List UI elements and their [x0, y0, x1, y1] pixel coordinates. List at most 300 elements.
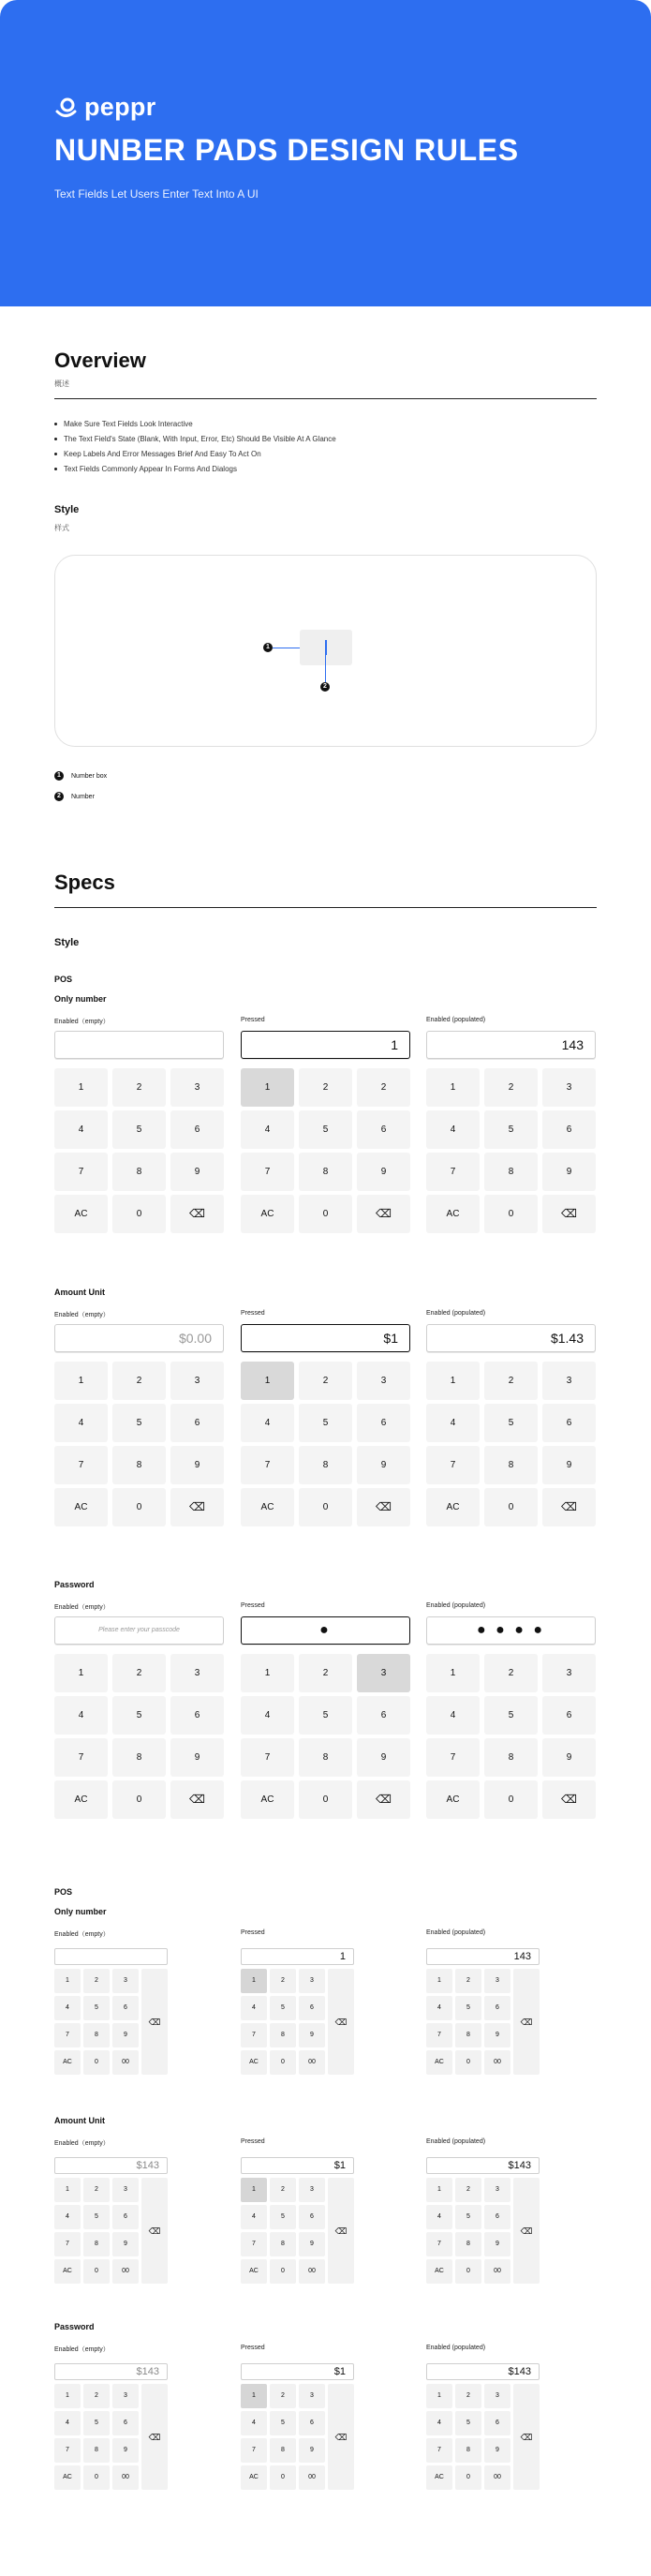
backspace-key[interactable] [328, 1969, 354, 2075]
keypad-key[interactable]: 2 [83, 2178, 110, 2202]
keypad-key[interactable]: AC [241, 2465, 267, 2490]
number-pad [426, 1068, 596, 1233]
peppr-logo-icon [54, 96, 79, 120]
keypad-key[interactable]: 8 [83, 2438, 110, 2463]
keypad-key[interactable]: 6 [484, 2411, 510, 2435]
keypad-key[interactable]: 3 [112, 1969, 139, 1993]
keypad-key[interactable]: 3 [357, 1654, 410, 1692]
number-input-field[interactable]: $143 [54, 2363, 168, 2380]
keypad-key[interactable]: 9 [484, 2232, 510, 2256]
keypad-key[interactable]: 2 [112, 1654, 166, 1692]
keypad-key[interactable]: 2 [455, 1969, 481, 1993]
keypad-key[interactable]: AC [54, 1488, 108, 1526]
number-input-field[interactable]: $143 [426, 2157, 540, 2174]
keypad-key[interactable]: 9 [112, 2232, 139, 2256]
keypad-key[interactable]: 4 [241, 2205, 267, 2229]
keypad-key[interactable]: 7 [54, 2023, 81, 2047]
keypad-key[interactable]: 0 [83, 2465, 110, 2490]
keypad-key[interactable]: 6 [542, 1696, 596, 1735]
number-input-field[interactable]: $0.00 [54, 1324, 224, 1352]
keypad-key[interactable]: 9 [484, 2023, 510, 2047]
keypad-key[interactable]: 1 [426, 1068, 480, 1107]
keypad-key[interactable]: 8 [83, 2023, 110, 2047]
backspace-key[interactable] [542, 1195, 596, 1233]
keypad-key[interactable]: 1 [241, 1654, 294, 1692]
keypad-key[interactable]: 2 [484, 1654, 538, 1692]
keypad-key[interactable]: 0 [270, 2050, 296, 2075]
backspace-key[interactable] [170, 1780, 224, 1819]
state-label: Pressed [241, 1602, 265, 1609]
state-label: Pressed [241, 2138, 265, 2145]
keypad-key[interactable]: AC [426, 2465, 452, 2490]
number-pad [54, 1068, 224, 1233]
keypad-key[interactable]: 7 [54, 1153, 108, 1191]
keypad-key[interactable]: 5 [83, 2205, 110, 2229]
keypad-key[interactable]: 1 [54, 1068, 108, 1107]
keypad-key[interactable]: 6 [542, 1110, 596, 1149]
backspace-key[interactable] [513, 1969, 540, 2075]
keypad-key[interactable]: 4 [426, 2411, 452, 2435]
backspace-key[interactable] [357, 1195, 410, 1233]
keypad-key[interactable]: 2 [484, 1068, 538, 1107]
group-label: POS [54, 1887, 73, 1897]
keypad-key[interactable]: 2 [455, 2178, 481, 2202]
number-input-field[interactable]: 143 [426, 1948, 540, 1965]
keypad-key[interactable]: 2 [83, 1969, 110, 1993]
keypad-key[interactable]: 0 [83, 2050, 110, 2075]
backspace-key[interactable] [513, 2384, 540, 2490]
keypad-key[interactable]: AC [54, 2465, 81, 2490]
legend-item [54, 771, 107, 781]
number-input-field[interactable] [54, 1948, 168, 1965]
keypad-key[interactable]: 6 [170, 1404, 224, 1442]
keypad-key[interactable]: 1 [241, 2384, 267, 2408]
keypad-key[interactable]: 0 [299, 1780, 352, 1819]
keypad-key[interactable]: 8 [270, 2438, 296, 2463]
keypad-key[interactable]: 9 [484, 2438, 510, 2463]
keypad-key[interactable]: 1 [241, 2178, 267, 2202]
keypad-key[interactable]: 0 [455, 2050, 481, 2075]
keypad-key[interactable]: 1 [54, 1654, 108, 1692]
keypad-key[interactable]: 4 [241, 1110, 294, 1149]
keypad-key[interactable]: 00 [112, 2050, 139, 2075]
keypad-key[interactable]: 3 [542, 1654, 596, 1692]
keypad-key[interactable]: 0 [484, 1780, 538, 1819]
keypad-key[interactable]: 5 [270, 1996, 296, 2020]
keypad-key[interactable]: 2 [112, 1068, 166, 1107]
keypad-key[interactable]: 6 [170, 1696, 224, 1735]
legend-item [54, 792, 95, 801]
keypad-key[interactable]: 5 [299, 1404, 352, 1442]
keypad-key[interactable]: 5 [270, 2411, 296, 2435]
number-pad [426, 2384, 540, 2490]
keypad-key[interactable]: 4 [241, 1696, 294, 1735]
keypad-key[interactable]: AC [241, 1195, 294, 1233]
keypad-key[interactable]: 2 [299, 1362, 352, 1400]
state-label: Enabled (populated) [426, 2345, 486, 2351]
keypad-key[interactable]: 0 [484, 1195, 538, 1233]
keypad-key[interactable]: 9 [112, 2438, 139, 2463]
keypad-key[interactable]: AC [54, 1780, 108, 1819]
keypad-key[interactable]: 9 [170, 1738, 224, 1777]
keypad-key[interactable]: 5 [484, 1110, 538, 1149]
number-pad [426, 1362, 596, 1526]
keypad-key[interactable]: AC [54, 1195, 108, 1233]
keypad-key[interactable]: 7 [426, 2438, 452, 2463]
keypad-key[interactable]: 7 [241, 2232, 267, 2256]
keypad-key[interactable]: 6 [112, 2205, 139, 2229]
keypad-key[interactable]: 4 [54, 1996, 81, 2020]
keypad-key[interactable]: 1 [241, 1362, 294, 1400]
keypad-key[interactable]: AC [241, 1780, 294, 1819]
keypad-key[interactable]: 9 [299, 2232, 325, 2256]
backspace-key[interactable] [170, 1488, 224, 1526]
brand-name: peppr [84, 93, 156, 121]
backspace-key[interactable] [328, 2178, 354, 2284]
state-label: Enabled (populated) [426, 1929, 486, 1936]
keypad-key[interactable]: 2 [455, 2384, 481, 2408]
number-input-field[interactable]: Please enter your passcode [54, 1616, 224, 1645]
backspace-key[interactable] [513, 2178, 540, 2284]
number-input-field[interactable]: 143 [426, 1031, 596, 1059]
keypad-key[interactable]: 3 [542, 1068, 596, 1107]
number-pad [54, 1969, 168, 2075]
keypad-key[interactable]: 0 [484, 1488, 538, 1526]
number-pad [54, 1654, 224, 1819]
hero-banner [0, 0, 651, 306]
number-input-field[interactable]: $143 [54, 2157, 168, 2174]
keypad-key[interactable]: AC [241, 2259, 267, 2284]
keypad-key[interactable]: 7 [426, 2232, 452, 2256]
keypad-key[interactable]: 1 [241, 1068, 294, 1107]
number-pad [54, 1362, 224, 1526]
divider [54, 398, 597, 399]
keypad-key[interactable]: 2 [270, 1969, 296, 1993]
number-input-field[interactable]: $1 [241, 2157, 354, 2174]
keypad-key[interactable]: 0 [299, 1488, 352, 1526]
keypad-key[interactable]: 8 [270, 2232, 296, 2256]
number-pad [241, 2178, 354, 2284]
keypad-key[interactable]: 7 [426, 2023, 452, 2047]
keypad-key[interactable]: 4 [241, 2411, 267, 2435]
keypad-key[interactable]: 0 [455, 2259, 481, 2284]
keypad-key[interactable]: 3 [299, 1969, 325, 1993]
keypad-key[interactable]: 7 [54, 1446, 108, 1484]
number-pad [241, 1068, 410, 1233]
keypad-key[interactable]: 5 [270, 2205, 296, 2229]
number-input-field[interactable]: ● ● ● ● [426, 1616, 596, 1645]
keypad-key[interactable]: 1 [426, 2384, 452, 2408]
keypad-key[interactable]: 2 [299, 1068, 352, 1107]
keypad-key[interactable]: 5 [455, 2205, 481, 2229]
marker-2: 2 [320, 682, 330, 692]
keypad-key[interactable]: 6 [112, 1996, 139, 2020]
keypad-key[interactable]: AC [426, 1488, 480, 1526]
keypad-key[interactable]: 3 [170, 1362, 224, 1400]
keypad-key[interactable]: 3 [112, 2178, 139, 2202]
keypad-key[interactable]: 00 [484, 2259, 510, 2284]
keypad-key[interactable]: 2 [83, 2384, 110, 2408]
keypad-key[interactable]: 7 [241, 1738, 294, 1777]
keypad-key[interactable]: 0 [455, 2465, 481, 2490]
keypad-key[interactable]: 5 [83, 1996, 110, 2020]
keypad-key[interactable]: 8 [484, 1446, 538, 1484]
group-label: Amount Unit [54, 1288, 105, 1297]
state-label: Pressed [241, 1310, 265, 1317]
keypad-key[interactable]: 9 [357, 1738, 410, 1777]
keypad-key[interactable]: 6 [112, 2411, 139, 2435]
keypad-key[interactable]: 0 [299, 1195, 352, 1233]
group-label: Password [54, 2322, 95, 2331]
keypad-key[interactable]: 00 [484, 2465, 510, 2490]
keypad-key[interactable]: 2 [357, 1068, 410, 1107]
state-label: Enabled (populated) [426, 1017, 486, 1023]
keypad-key[interactable]: 6 [484, 1996, 510, 2020]
backspace-key[interactable] [141, 2384, 168, 2490]
keypad-key[interactable]: 8 [112, 1738, 166, 1777]
keypad-key[interactable]: 1 [54, 1362, 108, 1400]
group-sublabel: Only number [54, 994, 107, 1004]
keypad-key[interactable]: 2 [299, 1654, 352, 1692]
keypad-key[interactable]: 7 [54, 2438, 81, 2463]
keypad-key[interactable]: 6 [357, 1696, 410, 1735]
keypad-key[interactable]: 4 [54, 2205, 81, 2229]
state-label: Pressed [241, 2345, 265, 2351]
keypad-key[interactable]: 7 [426, 1153, 480, 1191]
backspace-key[interactable] [357, 1488, 410, 1526]
backspace-key[interactable] [170, 1195, 224, 1233]
keypad-key[interactable]: 00 [112, 2465, 139, 2490]
number-input-field[interactable]: 1 [241, 1948, 354, 1965]
keypad-key[interactable]: 0 [270, 2259, 296, 2284]
keypad-key[interactable]: 8 [83, 2232, 110, 2256]
leader-line [325, 655, 326, 682]
keypad-key[interactable]: 4 [426, 1996, 452, 2020]
keypad-key[interactable]: 5 [112, 1696, 166, 1735]
keypad-key[interactable]: 2 [270, 2178, 296, 2202]
keypad-key[interactable]: 1 [426, 1362, 480, 1400]
keypad-key[interactable]: 8 [299, 1738, 352, 1777]
keypad-key[interactable]: 00 [112, 2259, 139, 2284]
keypad-key[interactable]: 4 [426, 1404, 480, 1442]
keypad-key[interactable]: 4 [54, 1696, 108, 1735]
state-label: Enabled（empty） [54, 1019, 110, 1025]
keypad-key[interactable]: 7 [241, 2438, 267, 2463]
keypad-key[interactable]: 3 [357, 1362, 410, 1400]
keypad-key[interactable]: AC [241, 1488, 294, 1526]
keypad-key[interactable]: 4 [426, 1110, 480, 1149]
keypad-key[interactable]: 1 [426, 1654, 480, 1692]
keypad-key[interactable]: AC [426, 2259, 452, 2284]
backspace-key[interactable] [328, 2384, 354, 2490]
keypad-key[interactable]: 8 [484, 1153, 538, 1191]
keypad-key[interactable]: 0 [112, 1780, 166, 1819]
state-label: Enabled（empty） [54, 2140, 110, 2147]
keypad-key[interactable]: 6 [299, 1996, 325, 2020]
keypad-key[interactable]: 1 [54, 1969, 81, 1993]
number-pad [241, 1969, 354, 2075]
keypad-key[interactable]: 8 [299, 1446, 352, 1484]
number-input-field[interactable]: $1.43 [426, 1324, 596, 1352]
state-label: Enabled（empty） [54, 1604, 110, 1611]
group-label: Amount Unit [54, 2116, 105, 2125]
backspace-key[interactable] [542, 1780, 596, 1819]
state-label: Enabled（empty） [54, 1931, 110, 1938]
keypad-key[interactable]: 4 [241, 1996, 267, 2020]
keypad-key[interactable]: 5 [112, 1404, 166, 1442]
number-input-field[interactable]: $1 [241, 1324, 410, 1352]
number-input-field[interactable]: 1 [241, 1031, 410, 1059]
keypad-key[interactable]: 3 [299, 2384, 325, 2408]
keypad-key[interactable]: 7 [241, 1153, 294, 1191]
keypad-key[interactable]: 5 [484, 1696, 538, 1735]
keypad-key[interactable]: 7 [241, 2023, 267, 2047]
overview-title: Overview [54, 349, 146, 372]
backspace-key[interactable] [542, 1488, 596, 1526]
keypad-key[interactable]: AC [426, 2050, 452, 2075]
keypad-key[interactable]: 6 [484, 2205, 510, 2229]
keypad-key[interactable]: 7 [54, 2232, 81, 2256]
keypad-key[interactable]: 8 [455, 2232, 481, 2256]
keypad-key[interactable]: 3 [112, 2384, 139, 2408]
group-sublabel: Only number [54, 1907, 107, 1916]
keypad-key[interactable]: 4 [54, 1110, 108, 1149]
keypad-key[interactable]: 00 [299, 2259, 325, 2284]
keypad-key[interactable]: 1 [241, 1969, 267, 1993]
keypad-key[interactable]: 8 [112, 1446, 166, 1484]
keypad-key[interactable]: 5 [455, 1996, 481, 2020]
number-pad [54, 2178, 168, 2284]
page-title: NUNBER PADS DESIGN RULES [54, 133, 519, 167]
number-pad [426, 2178, 540, 2284]
keypad-key[interactable]: 9 [112, 2023, 139, 2047]
list-item: Make Sure Text Fields Look Interactive [54, 417, 336, 432]
keypad-key[interactable]: 9 [299, 2438, 325, 2463]
keypad-key[interactable]: 3 [484, 2384, 510, 2408]
backspace-key[interactable] [141, 1969, 168, 2075]
keypad-key[interactable]: 2 [484, 1362, 538, 1400]
keypad-key[interactable]: 00 [484, 2050, 510, 2075]
keypad-key[interactable]: 6 [357, 1404, 410, 1442]
number-pad [426, 1654, 596, 1819]
keypad-key[interactable]: 2 [270, 2384, 296, 2408]
keypad-key[interactable]: 8 [270, 2023, 296, 2047]
keypad-key[interactable]: 5 [455, 2411, 481, 2435]
keypad-key[interactable]: 9 [170, 1446, 224, 1484]
keypad-key[interactable]: 3 [484, 2178, 510, 2202]
state-label: Enabled（empty） [54, 2346, 110, 2353]
keypad-key[interactable]: 1 [426, 2178, 452, 2202]
keypad-key[interactable]: 3 [170, 1654, 224, 1692]
keypad-key[interactable]: 0 [83, 2259, 110, 2284]
keypad-key[interactable]: 9 [542, 1446, 596, 1484]
keypad-key[interactable]: 0 [112, 1488, 166, 1526]
keypad-key[interactable]: 9 [170, 1153, 224, 1191]
keypad-key[interactable]: 5 [299, 1696, 352, 1735]
keypad-key[interactable]: 5 [83, 2411, 110, 2435]
keypad-key[interactable]: 1 [426, 1969, 452, 1993]
group-label: POS [54, 975, 73, 984]
keypad-key[interactable]: 8 [455, 2438, 481, 2463]
keypad-key[interactable]: 3 [542, 1362, 596, 1400]
keypad-key[interactable]: AC [426, 1195, 480, 1233]
keypad-key[interactable]: 1 [54, 2384, 81, 2408]
keypad-key[interactable]: 1 [54, 2178, 81, 2202]
keypad-key[interactable]: 9 [357, 1446, 410, 1484]
keypad-key[interactable]: 6 [542, 1404, 596, 1442]
keypad-key[interactable]: 5 [484, 1404, 538, 1442]
state-label: Enabled (populated) [426, 1310, 486, 1317]
number-input-field[interactable]: $143 [426, 2363, 540, 2380]
specs-title: Specs [54, 871, 115, 894]
number-input-field[interactable]: $1 [241, 2363, 354, 2380]
keypad-key[interactable]: 8 [484, 1738, 538, 1777]
number-pad [241, 1362, 410, 1526]
legend-label: Number [71, 793, 95, 800]
keypad-key[interactable]: 7 [426, 1738, 480, 1777]
keypad-key[interactable]: 8 [299, 1153, 352, 1191]
legend-marker: 2 [54, 792, 64, 801]
keypad-key[interactable]: 6 [357, 1110, 410, 1149]
specs-style-title: Style [54, 937, 80, 948]
keypad-key[interactable]: 9 [299, 2023, 325, 2047]
keypad-key[interactable]: 2 [112, 1362, 166, 1400]
keypad-key[interactable]: 0 [112, 1195, 166, 1233]
keypad-key[interactable]: 7 [241, 1446, 294, 1484]
style-cn: 样式 [54, 524, 69, 532]
brand-logo [54, 93, 156, 122]
keypad-key[interactable]: 6 [299, 2205, 325, 2229]
keypad-key[interactable]: 3 [484, 1969, 510, 1993]
keypad-key[interactable]: 9 [542, 1738, 596, 1777]
keypad-key[interactable]: 4 [426, 2205, 452, 2229]
keypad-key[interactable]: 0 [270, 2465, 296, 2490]
keypad-key[interactable]: 4 [54, 1404, 108, 1442]
keypad-key[interactable]: 7 [426, 1446, 480, 1484]
keypad-key[interactable]: 8 [455, 2023, 481, 2047]
keypad-key[interactable]: 00 [299, 2050, 325, 2075]
keypad-key[interactable]: 5 [112, 1110, 166, 1149]
keypad-key[interactable]: 5 [299, 1110, 352, 1149]
list-item: Keep Labels And Error Messages Brief And Easy To Act On [54, 447, 336, 462]
keypad-key[interactable]: 6 [170, 1110, 224, 1149]
keypad-key[interactable]: AC [54, 2259, 81, 2284]
keypad-key[interactable]: AC [426, 1780, 480, 1819]
keypad-key[interactable]: 3 [299, 2178, 325, 2202]
keypad-key[interactable]: 4 [426, 1696, 480, 1735]
overview-list [54, 417, 336, 477]
number-input-field[interactable] [54, 1031, 224, 1059]
backspace-key[interactable] [357, 1780, 410, 1819]
overview-cn: 概述 [54, 380, 69, 388]
marker-1: 1 [263, 643, 273, 652]
backspace-key[interactable] [141, 2178, 168, 2284]
keypad-key[interactable]: 00 [299, 2465, 325, 2490]
keypad-key[interactable]: 7 [54, 1738, 108, 1777]
number-pad [426, 1969, 540, 2075]
keypad-key[interactable]: 4 [241, 1404, 294, 1442]
keypad-key[interactable]: 6 [299, 2411, 325, 2435]
keypad-key[interactable]: 3 [170, 1068, 224, 1107]
number-input-field[interactable]: ● [241, 1616, 410, 1645]
keypad-key[interactable]: 4 [54, 2411, 81, 2435]
keypad-key[interactable]: 8 [112, 1153, 166, 1191]
keypad-key[interactable]: 9 [357, 1153, 410, 1191]
keypad-key[interactable]: AC [54, 2050, 81, 2075]
keypad-key[interactable]: 9 [542, 1153, 596, 1191]
number-pad [241, 2384, 354, 2490]
keypad-key[interactable]: AC [241, 2050, 267, 2075]
